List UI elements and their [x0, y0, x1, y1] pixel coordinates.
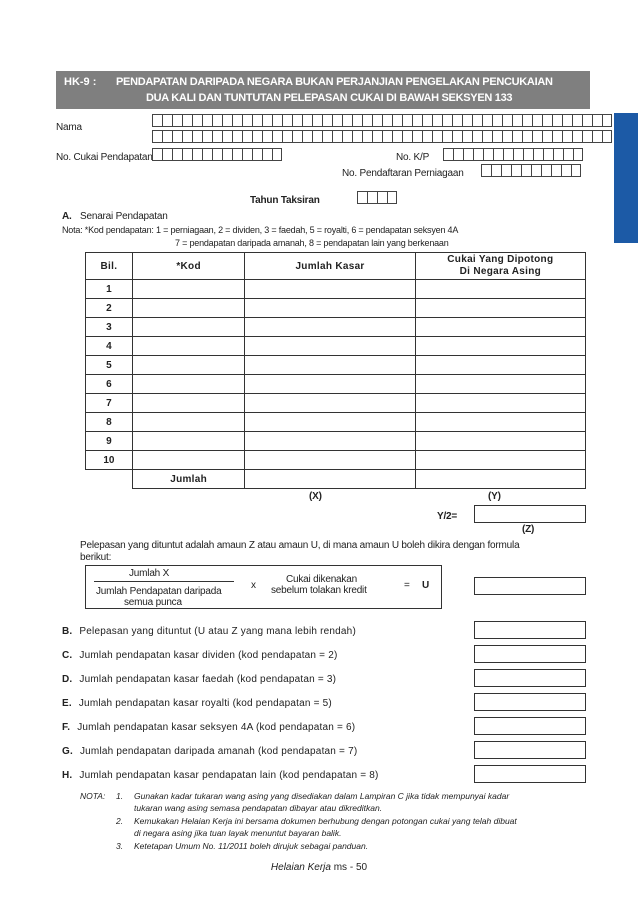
nama-cell[interactable]	[172, 114, 182, 127]
no-cukai-cell[interactable]	[242, 148, 252, 161]
nama-cell[interactable]	[332, 114, 342, 127]
no-cukai-cell[interactable]	[162, 148, 172, 161]
nama-cell[interactable]	[392, 114, 402, 127]
row-number: 5	[86, 356, 133, 375]
total-y-cell[interactable]	[415, 470, 585, 489]
nama-cell[interactable]	[562, 114, 572, 127]
row-kod-cell[interactable]	[132, 413, 245, 432]
formula-denominator-1: Jumlah Pendapatan daripada	[96, 586, 222, 597]
no-pendaftaran-cell[interactable]	[491, 164, 501, 177]
nama-cell[interactable]	[532, 130, 542, 143]
row-kod-cell[interactable]	[132, 451, 245, 470]
col-kod: *Kod	[132, 253, 245, 280]
row-kod-cell[interactable]	[132, 280, 245, 299]
no-kp-cell[interactable]	[503, 148, 513, 161]
row-number: 7	[86, 394, 133, 413]
nama-cell[interactable]	[402, 130, 412, 143]
no-cukai-label: No. Cukai Pendapatan	[56, 152, 153, 163]
nama-cell[interactable]	[542, 130, 552, 143]
table-row	[86, 280, 586, 299]
item-letter: B.	[62, 626, 73, 637]
formula-denominator-2: semua punca	[124, 597, 182, 608]
nama-grid-row2[interactable]	[152, 130, 612, 143]
income-table	[85, 252, 586, 489]
no-kp-cell[interactable]	[553, 148, 563, 161]
col-cukai-line1: Cukai Yang Dipotong	[447, 254, 554, 265]
item-text: Jumlah pendapatan kasar pendapatan lain (kod pendapatan = 8)	[79, 770, 379, 781]
item-text: Jumlah pendapatan kasar royalti (kod pendapatan = 5)	[78, 698, 332, 709]
nama-grid-row1[interactable]	[152, 114, 612, 127]
item-letter: F.	[62, 722, 71, 733]
form-title-line1: PENDAPATAN DARIPADA NEGARA BUKAN PERJANJIAN PENGELAKAN PENCUKAIAN	[116, 76, 553, 88]
no-kp-cell[interactable]	[483, 148, 493, 161]
y2-label: Y/2=	[437, 511, 458, 522]
row-jumlah-kasar-cell[interactable]	[245, 280, 415, 299]
nama-cell[interactable]	[522, 114, 532, 127]
tahun-taksiran-cell[interactable]	[367, 191, 377, 204]
page-footer	[0, 862, 638, 873]
nama-cell[interactable]	[352, 114, 362, 127]
nama-cell[interactable]	[542, 114, 552, 127]
nama-cell[interactable]	[422, 130, 432, 143]
note3-num: 3.	[116, 841, 124, 851]
nama-cell[interactable]	[282, 114, 292, 127]
nama-cell[interactable]	[152, 130, 162, 143]
item-amount-box[interactable]	[474, 645, 586, 663]
table-row	[86, 318, 586, 337]
row-jumlah-kasar-cell[interactable]	[245, 299, 415, 318]
table-row	[86, 394, 586, 413]
formula-times: x	[251, 580, 256, 591]
no-kp-cell[interactable]	[443, 148, 453, 161]
nama-cell[interactable]	[232, 130, 242, 143]
nama-cell[interactable]	[312, 114, 322, 127]
nama-cell[interactable]	[462, 114, 472, 127]
nama-cell[interactable]	[392, 130, 402, 143]
nama-cell[interactable]	[552, 114, 562, 127]
no-kp-cell[interactable]	[493, 148, 503, 161]
formula-numerator: Jumlah X	[129, 568, 170, 579]
nama-cell[interactable]	[242, 130, 252, 143]
nama-cell[interactable]	[592, 130, 602, 143]
row-cukai-cell[interactable]	[415, 280, 585, 299]
nama-label: Nama	[56, 122, 82, 133]
nama-cell[interactable]	[152, 114, 162, 127]
note1-line1: Gunakan kadar tukaran wang asing yang disediakan dalam Lampiran C jika tidak mempunyai kadar	[134, 791, 510, 801]
row-cukai-cell[interactable]	[415, 451, 585, 470]
row-number: 10	[86, 451, 133, 470]
no-pendaftaran-grid[interactable]	[481, 164, 581, 177]
no-cukai-cell[interactable]	[272, 148, 282, 161]
nama-cell[interactable]	[572, 114, 582, 127]
nama-cell[interactable]	[582, 114, 592, 127]
nama-cell[interactable]	[332, 130, 342, 143]
formula-mid-1: Cukai dikenakan	[286, 574, 357, 585]
y2-box[interactable]	[474, 505, 586, 523]
nota-label: NOTA:	[80, 791, 106, 801]
nama-cell[interactable]	[342, 130, 352, 143]
nama-cell[interactable]	[412, 130, 422, 143]
total-x-cell[interactable]	[245, 470, 415, 489]
item-text: Jumlah pendapatan daripada amanah (kod pendapatan = 7)	[79, 746, 358, 757]
nama-cell[interactable]	[192, 114, 202, 127]
row-number: 1	[86, 280, 133, 299]
nama-cell[interactable]	[582, 130, 592, 143]
no-cukai-cell[interactable]	[252, 148, 262, 161]
total-label: Jumlah	[132, 470, 245, 489]
nama-cell[interactable]	[572, 130, 582, 143]
item-amount-box[interactable]	[474, 765, 586, 783]
row-kod-cell[interactable]	[132, 394, 245, 413]
item-amount-box[interactable]	[474, 621, 586, 639]
table-row	[86, 337, 586, 356]
nama-cell[interactable]	[202, 114, 212, 127]
footer-italic: Helaian Kerja	[270, 862, 331, 873]
nama-cell[interactable]	[312, 130, 322, 143]
form-code: HK-9 :	[64, 76, 97, 88]
nama-cell[interactable]	[212, 130, 222, 143]
formula-mid-2: sebelum tolakan kredit	[271, 585, 367, 596]
no-cukai-cell[interactable]	[262, 148, 272, 161]
nama-cell[interactable]	[482, 130, 492, 143]
nama-cell[interactable]	[352, 130, 362, 143]
nama-cell[interactable]	[322, 130, 332, 143]
note3-line1: Ketetapan Umum No. 11/2011 boleh dirujuk sebagai panduan.	[134, 841, 369, 851]
nama-cell[interactable]	[252, 114, 262, 127]
item-amount-box[interactable]	[474, 693, 586, 711]
item-text: Pelepasan yang dituntut (U atau Z yang mana lebih rendah)	[79, 626, 356, 637]
formula-box	[85, 565, 442, 609]
item-row	[62, 650, 337, 661]
tahun-taksiran-cell[interactable]	[357, 191, 367, 204]
no-pendaftaran-cell[interactable]	[561, 164, 571, 177]
nama-cell[interactable]	[182, 130, 192, 143]
nama-cell[interactable]	[562, 130, 572, 143]
row-cukai-cell[interactable]	[415, 413, 585, 432]
nama-cell[interactable]	[472, 114, 482, 127]
row-number: 2	[86, 299, 133, 318]
nama-cell[interactable]	[292, 114, 302, 127]
row-cukai-cell[interactable]	[415, 394, 585, 413]
nama-cell[interactable]	[532, 114, 542, 127]
item-row	[62, 698, 332, 709]
row-number: 4	[86, 337, 133, 356]
no-cukai-cell[interactable]	[202, 148, 212, 161]
nama-cell[interactable]	[202, 130, 212, 143]
nama-cell[interactable]	[292, 130, 302, 143]
item-letter: C.	[62, 650, 73, 661]
tahun-taksiran-cell[interactable]	[387, 191, 397, 204]
no-pendaftaran-cell[interactable]	[531, 164, 541, 177]
nama-cell[interactable]	[262, 130, 272, 143]
item-row	[62, 626, 356, 637]
no-cukai-cell[interactable]	[232, 148, 242, 161]
no-kp-cell[interactable]	[543, 148, 553, 161]
note2-line1: Kemukakan Helaian Kerja ini bersama dokumen berhubung dengan potongan cukai yang telah dibuat	[134, 816, 517, 826]
section-a-title: Senarai Pendapatan	[80, 211, 168, 222]
tahun-taksiran-cell[interactable]	[377, 191, 387, 204]
nama-cell[interactable]	[422, 114, 432, 127]
row-kod-cell[interactable]	[132, 299, 245, 318]
nama-cell[interactable]	[302, 114, 312, 127]
no-kp-cell[interactable]	[453, 148, 463, 161]
row-kod-cell[interactable]	[132, 375, 245, 394]
nama-cell[interactable]	[212, 114, 222, 127]
nama-cell[interactable]	[492, 130, 502, 143]
col-cukai-dipotong	[415, 253, 585, 280]
no-kp-cell[interactable]	[463, 148, 473, 161]
nama-cell[interactable]	[162, 114, 172, 127]
row-jumlah-kasar-cell[interactable]	[245, 413, 415, 432]
no-cukai-cell[interactable]	[182, 148, 192, 161]
nama-cell[interactable]	[502, 130, 512, 143]
no-kp-cell[interactable]	[573, 148, 583, 161]
no-kp-grid[interactable]	[443, 148, 583, 161]
nama-cell[interactable]	[242, 114, 252, 127]
nama-cell[interactable]	[162, 130, 172, 143]
row-jumlah-kasar-cell[interactable]	[245, 432, 415, 451]
no-pendaftaran-cell[interactable]	[481, 164, 491, 177]
nama-cell[interactable]	[512, 114, 522, 127]
nama-cell[interactable]	[322, 114, 332, 127]
no-pendaftaran-label: No. Pendaftaran Perniagaan	[342, 168, 464, 179]
pelepasan-line1: Pelepasan yang dituntut adalah amaun Z atau amaun U, di mana amaun U boleh dikira dengan formula	[80, 540, 520, 551]
col-bil: Bil.	[86, 253, 133, 280]
nama-cell[interactable]	[182, 114, 192, 127]
row-jumlah-kasar-cell[interactable]	[245, 356, 415, 375]
col-cukai-line2: Di Negara Asing	[459, 266, 542, 277]
row-jumlah-kasar-cell[interactable]	[245, 394, 415, 413]
nama-cell[interactable]	[462, 130, 472, 143]
row-kod-cell[interactable]	[132, 337, 245, 356]
item-text: Jumlah pendapatan kasar faedah (kod pendapatan = 3)	[79, 674, 337, 685]
item-row	[62, 722, 355, 733]
nama-cell[interactable]	[342, 114, 352, 127]
nama-cell[interactable]	[302, 130, 312, 143]
row-cukai-cell[interactable]	[415, 375, 585, 394]
item-text: Jumlah pendapatan kasar dividen (kod pendapatan = 2)	[79, 650, 338, 661]
section-a-nota-line1: Nota: *Kod pendapatan: 1 = perniagaan, 2 = dividen, 3 = faedah, 5 = royalti, 6 = pendapatan seksyen 4A	[62, 225, 459, 235]
row-number: 6	[86, 375, 133, 394]
no-cukai-cell[interactable]	[152, 148, 162, 161]
item-letter: D.	[62, 674, 73, 685]
table-row	[86, 375, 586, 394]
item-row	[62, 674, 336, 685]
no-cukai-cell[interactable]	[172, 148, 182, 161]
no-kp-cell[interactable]	[513, 148, 523, 161]
nama-cell[interactable]	[442, 114, 452, 127]
row-number: 9	[86, 432, 133, 451]
item-letter: H.	[62, 770, 73, 781]
table-row	[86, 432, 586, 451]
nama-cell[interactable]	[592, 114, 602, 127]
side-tab	[614, 113, 638, 243]
row-kod-cell[interactable]	[132, 318, 245, 337]
item-letter: G.	[62, 746, 73, 757]
tahun-taksiran-grid[interactable]	[357, 191, 397, 204]
row-jumlah-kasar-cell[interactable]	[245, 451, 415, 470]
item-text: Jumlah pendapatan kasar seksyen 4A (kod pendapatan = 6)	[77, 722, 356, 733]
nama-cell[interactable]	[402, 114, 412, 127]
form-title-line2: DUA KALI DAN TUNTUTAN PELEPASAN CUKAI DI BAWAH SEKSYEN 133	[146, 92, 513, 104]
nama-cell[interactable]	[442, 130, 452, 143]
row-cukai-cell[interactable]	[415, 337, 585, 356]
nama-cell[interactable]	[272, 130, 282, 143]
item-row	[62, 770, 379, 781]
nama-cell[interactable]	[192, 130, 202, 143]
formula-equals: =	[404, 580, 410, 591]
nama-cell[interactable]	[522, 130, 532, 143]
no-kp-cell[interactable]	[563, 148, 573, 161]
nama-cell[interactable]	[492, 114, 502, 127]
row-jumlah-kasar-cell[interactable]	[245, 318, 415, 337]
note2-line2: di negara asing jika tuan layak menuntut bayaran balik.	[134, 828, 342, 838]
item-amount-box[interactable]	[474, 741, 586, 759]
note1-line2: tukaran wang asing semasa pendapatan dibayar atau dikreditkan.	[134, 803, 383, 813]
col-x-label: (X)	[309, 491, 322, 502]
z-label: (Z)	[522, 524, 535, 535]
nama-cell[interactable]	[432, 130, 442, 143]
col-y-label: (Y)	[488, 491, 501, 502]
nama-cell[interactable]	[252, 130, 262, 143]
row-number: 3	[86, 318, 133, 337]
no-pendaftaran-cell[interactable]	[501, 164, 511, 177]
nama-cell[interactable]	[222, 114, 232, 127]
row-number: 8	[86, 413, 133, 432]
nama-cell[interactable]	[552, 130, 562, 143]
nama-cell[interactable]	[472, 130, 482, 143]
nama-cell[interactable]	[452, 130, 462, 143]
row-kod-cell[interactable]	[132, 432, 245, 451]
no-pendaftaran-cell[interactable]	[571, 164, 581, 177]
item-amount-box[interactable]	[474, 669, 586, 687]
nama-cell[interactable]	[362, 114, 372, 127]
no-cukai-cell[interactable]	[192, 148, 202, 161]
row-jumlah-kasar-cell[interactable]	[245, 337, 415, 356]
row-cukai-cell[interactable]	[415, 318, 585, 337]
nama-cell[interactable]	[262, 114, 272, 127]
note2-num: 2.	[116, 816, 124, 826]
tahun-taksiran-label: Tahun Taksiran	[250, 195, 320, 206]
nama-cell[interactable]	[232, 114, 242, 127]
item-amount-box[interactable]	[474, 717, 586, 735]
nama-cell[interactable]	[382, 130, 392, 143]
nama-cell[interactable]	[172, 130, 182, 143]
formula-fraction-line	[94, 581, 234, 582]
nama-cell[interactable]	[602, 130, 612, 143]
no-kp-cell[interactable]	[523, 148, 533, 161]
section-a-letter: A.	[62, 211, 72, 222]
no-cukai-grid[interactable]	[152, 148, 282, 161]
row-kod-cell[interactable]	[132, 356, 245, 375]
nama-cell[interactable]	[372, 130, 382, 143]
nama-cell[interactable]	[412, 114, 422, 127]
row-cukai-cell[interactable]	[415, 432, 585, 451]
nama-cell[interactable]	[282, 130, 292, 143]
row-jumlah-kasar-cell[interactable]	[245, 375, 415, 394]
no-pendaftaran-cell[interactable]	[551, 164, 561, 177]
no-pendaftaran-cell[interactable]	[541, 164, 551, 177]
header-bar	[56, 71, 590, 109]
table-row	[86, 413, 586, 432]
table-row	[86, 356, 586, 375]
no-kp-cell[interactable]	[533, 148, 543, 161]
nama-cell[interactable]	[602, 114, 612, 127]
no-cukai-cell[interactable]	[222, 148, 232, 161]
formula-u: U	[422, 580, 430, 591]
no-kp-label: No. K/P	[396, 152, 430, 163]
nama-cell[interactable]	[382, 114, 392, 127]
no-kp-cell[interactable]	[473, 148, 483, 161]
u-box[interactable]	[474, 577, 586, 595]
table-row	[86, 299, 586, 318]
nama-cell[interactable]	[432, 114, 442, 127]
row-cukai-cell[interactable]	[415, 356, 585, 375]
nama-cell[interactable]	[362, 130, 372, 143]
nama-cell[interactable]	[502, 114, 512, 127]
table-row	[86, 451, 586, 470]
nama-cell[interactable]	[272, 114, 282, 127]
nama-cell[interactable]	[512, 130, 522, 143]
col-jumlah-kasar: Jumlah Kasar	[245, 253, 415, 280]
item-row	[62, 746, 357, 757]
no-pendaftaran-cell[interactable]	[521, 164, 531, 177]
nama-cell[interactable]	[482, 114, 492, 127]
section-a-nota-line2: 7 = pendapatan daripada amanah, 8 = pendapatan lain yang berkenaan	[175, 238, 449, 248]
no-cukai-cell[interactable]	[212, 148, 222, 161]
note1-num: 1.	[116, 791, 124, 801]
row-cukai-cell[interactable]	[415, 299, 585, 318]
nama-cell[interactable]	[372, 114, 382, 127]
footer-page: ms - 50	[330, 862, 368, 873]
no-pendaftaran-cell[interactable]	[511, 164, 521, 177]
pelepasan-line2: berikut:	[80, 552, 112, 563]
item-letter: E.	[62, 698, 72, 709]
nama-cell[interactable]	[452, 114, 462, 127]
nama-cell[interactable]	[222, 130, 232, 143]
